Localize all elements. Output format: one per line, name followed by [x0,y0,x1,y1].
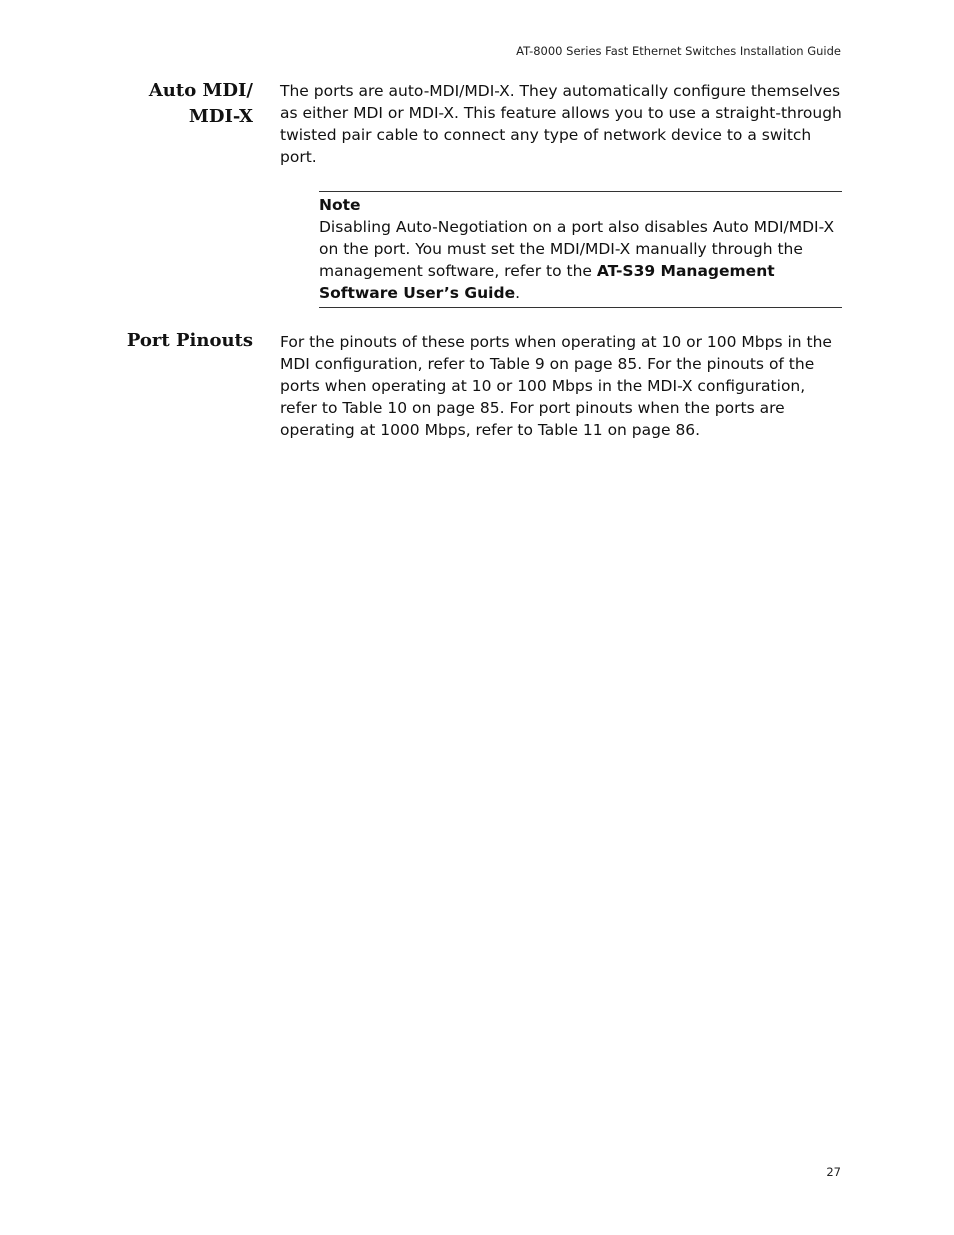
section-heading-line: Port Pinouts [126,330,253,351]
section-heading-line: MDI-X [188,106,253,127]
section-heading-port-pinouts [93,328,253,354]
note-box [319,191,842,308]
section-heading-line: Auto MDI/ [148,80,253,101]
note-text-end: . [515,284,521,302]
note-text-body: Disabling Auto-Negotiation on a port also disables Auto MDI/MDI-X on the port. You must set the MDI/MDI-X manually through the management software, refer to the [319,218,835,280]
auto-mdi-paragraph: The ports are auto-MDI/MDI-X. They automatically configure themselves as either MDI or MDI-X. This feature allows you to use a straight-through twisted pair cable to connect any type of network device to a switch port. [280,82,842,166]
guide-reference: AT-S39 Management Software User’s Guide [319,262,775,302]
note-text [319,216,842,304]
section-heading-auto-mdi [93,78,253,130]
running-header: AT-8000 Series Fast Ethernet Switches Installation Guide [516,44,841,58]
note-title: Note [319,196,361,214]
page-number: 27 [826,1165,841,1179]
port-pinouts-paragraph: For the pinouts of these ports when operating at 10 or 100 Mbps in the MDI configuration, refer to Table 9 on page 85. For the pinouts of the ports when operating at 10 or 100 Mbps in the MDI-X configuration, refer to Table 10 on page 85. For port pinouts when the ports are operating at 1000 Mbps, refer to Table 11 on page 86. [280,333,832,439]
